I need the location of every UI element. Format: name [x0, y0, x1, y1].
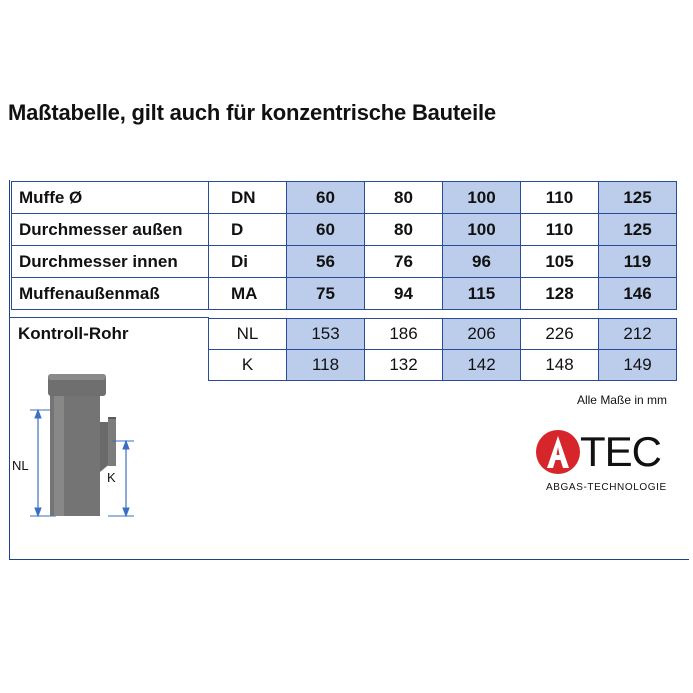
table-row: [12, 278, 677, 310]
row-label: Durchmesser außen: [12, 214, 209, 246]
section-divider: [9, 317, 209, 318]
table-cell: 125: [599, 214, 677, 246]
table-row: [12, 246, 677, 278]
row-symbol: NL: [209, 319, 287, 350]
table-cell: 100: [443, 214, 521, 246]
table-cell: 146: [599, 278, 677, 310]
table-cell: 128: [521, 278, 599, 310]
table-cell: 76: [365, 246, 443, 278]
table-row: [12, 182, 677, 214]
atec-logo: [536, 428, 681, 498]
table-cell: 56: [287, 246, 365, 278]
row-label: Durchmesser innen: [12, 246, 209, 278]
table-cell: 60: [287, 182, 365, 214]
table-cell: 80: [365, 182, 443, 214]
table-cell: 226: [521, 319, 599, 350]
table-row: [12, 214, 677, 246]
logo-wordmark: TEC: [580, 428, 661, 475]
table-cell: 125: [599, 182, 677, 214]
table-cell: 212: [599, 319, 677, 350]
row-label: Muffe Ø: [12, 182, 209, 214]
row-label: Muffenaußenmaß: [12, 278, 209, 310]
table-cell: 60: [287, 214, 365, 246]
nl-label: NL: [12, 458, 29, 473]
control-pipe-diagram: [8, 368, 148, 528]
table-cell: 142: [443, 350, 521, 381]
k-label: K: [107, 470, 116, 485]
table-cell: 186: [365, 319, 443, 350]
table-cell: 206: [443, 319, 521, 350]
kontroll-table: [208, 318, 677, 381]
table-cell: 132: [365, 350, 443, 381]
table-row: [209, 319, 677, 350]
table-cell: 119: [599, 246, 677, 278]
table-cell: 75: [287, 278, 365, 310]
units-note: Alle Maße in mm: [576, 393, 667, 407]
row-symbol: DN: [209, 182, 287, 214]
table-cell: 110: [521, 214, 599, 246]
frame-bottom-line: [9, 559, 689, 560]
kontroll-rohr-heading: Kontroll-Rohr: [18, 324, 129, 343]
pipe-body: [48, 374, 116, 516]
table-cell: 153: [287, 319, 365, 350]
table-cell: 96: [443, 246, 521, 278]
logo-circle-icon: [536, 430, 580, 474]
table-cell: 100: [443, 182, 521, 214]
table-cell: 149: [599, 350, 677, 381]
table-cell: 105: [521, 246, 599, 278]
table-cell: 118: [287, 350, 365, 381]
row-symbol: D: [209, 214, 287, 246]
row-symbol: Di: [209, 246, 287, 278]
table-cell: 148: [521, 350, 599, 381]
row-symbol: K: [209, 350, 287, 381]
row-symbol: MA: [209, 278, 287, 310]
table-cell: 80: [365, 214, 443, 246]
table-row: [209, 350, 677, 381]
logo-subtitle: ABGAS-TECHNOLOGIE: [546, 482, 667, 493]
table-cell: 94: [365, 278, 443, 310]
table-cell: 115: [443, 278, 521, 310]
page-title: Maßtabelle, gilt auch für konzentrische Bauteile: [8, 100, 496, 125]
dimension-table: [11, 181, 677, 310]
logo-a-icon: [536, 430, 580, 474]
table-cell: 110: [521, 182, 599, 214]
